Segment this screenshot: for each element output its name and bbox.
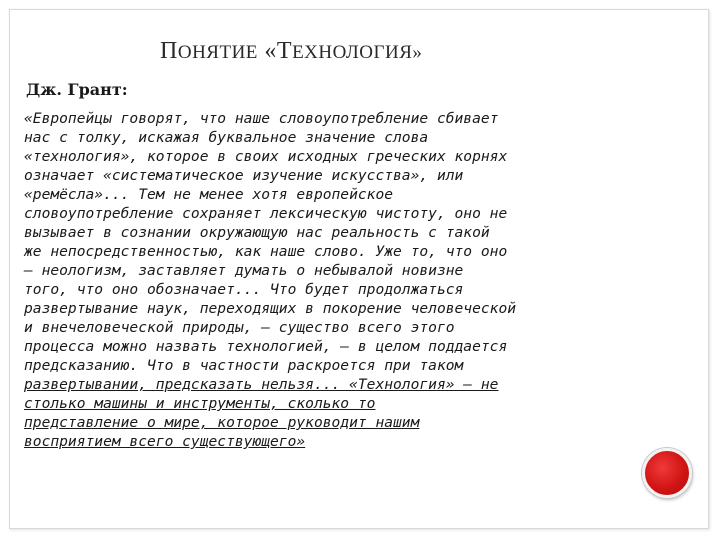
quote-line: «ремёсла»... Тем не менее хотя европейское: [24, 186, 394, 203]
title-part-2: ЕХНОЛОГИЯ»: [292, 42, 423, 63]
quote-line: «Европейцы говорят, что наше словоупотребление сбивает: [24, 110, 499, 127]
quote-line: «технология», которое в своих исходных греческих корнях: [24, 148, 508, 165]
quote-line: означает «систематическое изучение искусства», или: [24, 167, 464, 184]
title-part-1: ОНЯТИЕ: [177, 42, 258, 63]
quote-line: — неологизм, заставляет думать о небывалой новизне: [24, 262, 464, 279]
quote-line: и внечеловеческой природы, — существо всего этого: [24, 319, 455, 336]
quote-line: нас с толку, искажая буквальное значение слова: [24, 129, 429, 146]
quote-line: вызывает в сознании окружающую нас реальность с такой: [24, 224, 490, 241]
quote-line: предсказанию. Что в частности раскроется при таком: [24, 357, 464, 374]
quote-line: процесса можно назвать технологией, — в целом поддается: [24, 338, 508, 355]
quote-line: же непосредственностью, как наше слово. Уже то, что оно: [24, 243, 508, 260]
title-initial-2: «Т: [264, 38, 293, 64]
quote-line: того, что оно обозначает... Что будет продолжаться: [24, 281, 464, 298]
quote-text: [24, 109, 684, 451]
quote-line: восприятием всего существующего»: [24, 433, 306, 450]
red-circle-icon: [642, 448, 692, 498]
quote-line: словоупотребление сохраняет лексическую чистоту, оно не: [24, 205, 508, 222]
slide-title: [160, 38, 422, 65]
author-name: Дж. Грант:: [26, 80, 128, 99]
quote-line: развертывании, предсказать нельзя... «Технология» — не: [24, 376, 499, 393]
quote-line: развертывание наук, переходящих в покорение человеческой: [24, 300, 517, 317]
title-initial-1: П: [160, 38, 178, 64]
quote-line: столько машины и инструменты, сколько то: [24, 395, 376, 412]
quote-line: представление о мире, которое руководит нашим: [24, 414, 420, 431]
